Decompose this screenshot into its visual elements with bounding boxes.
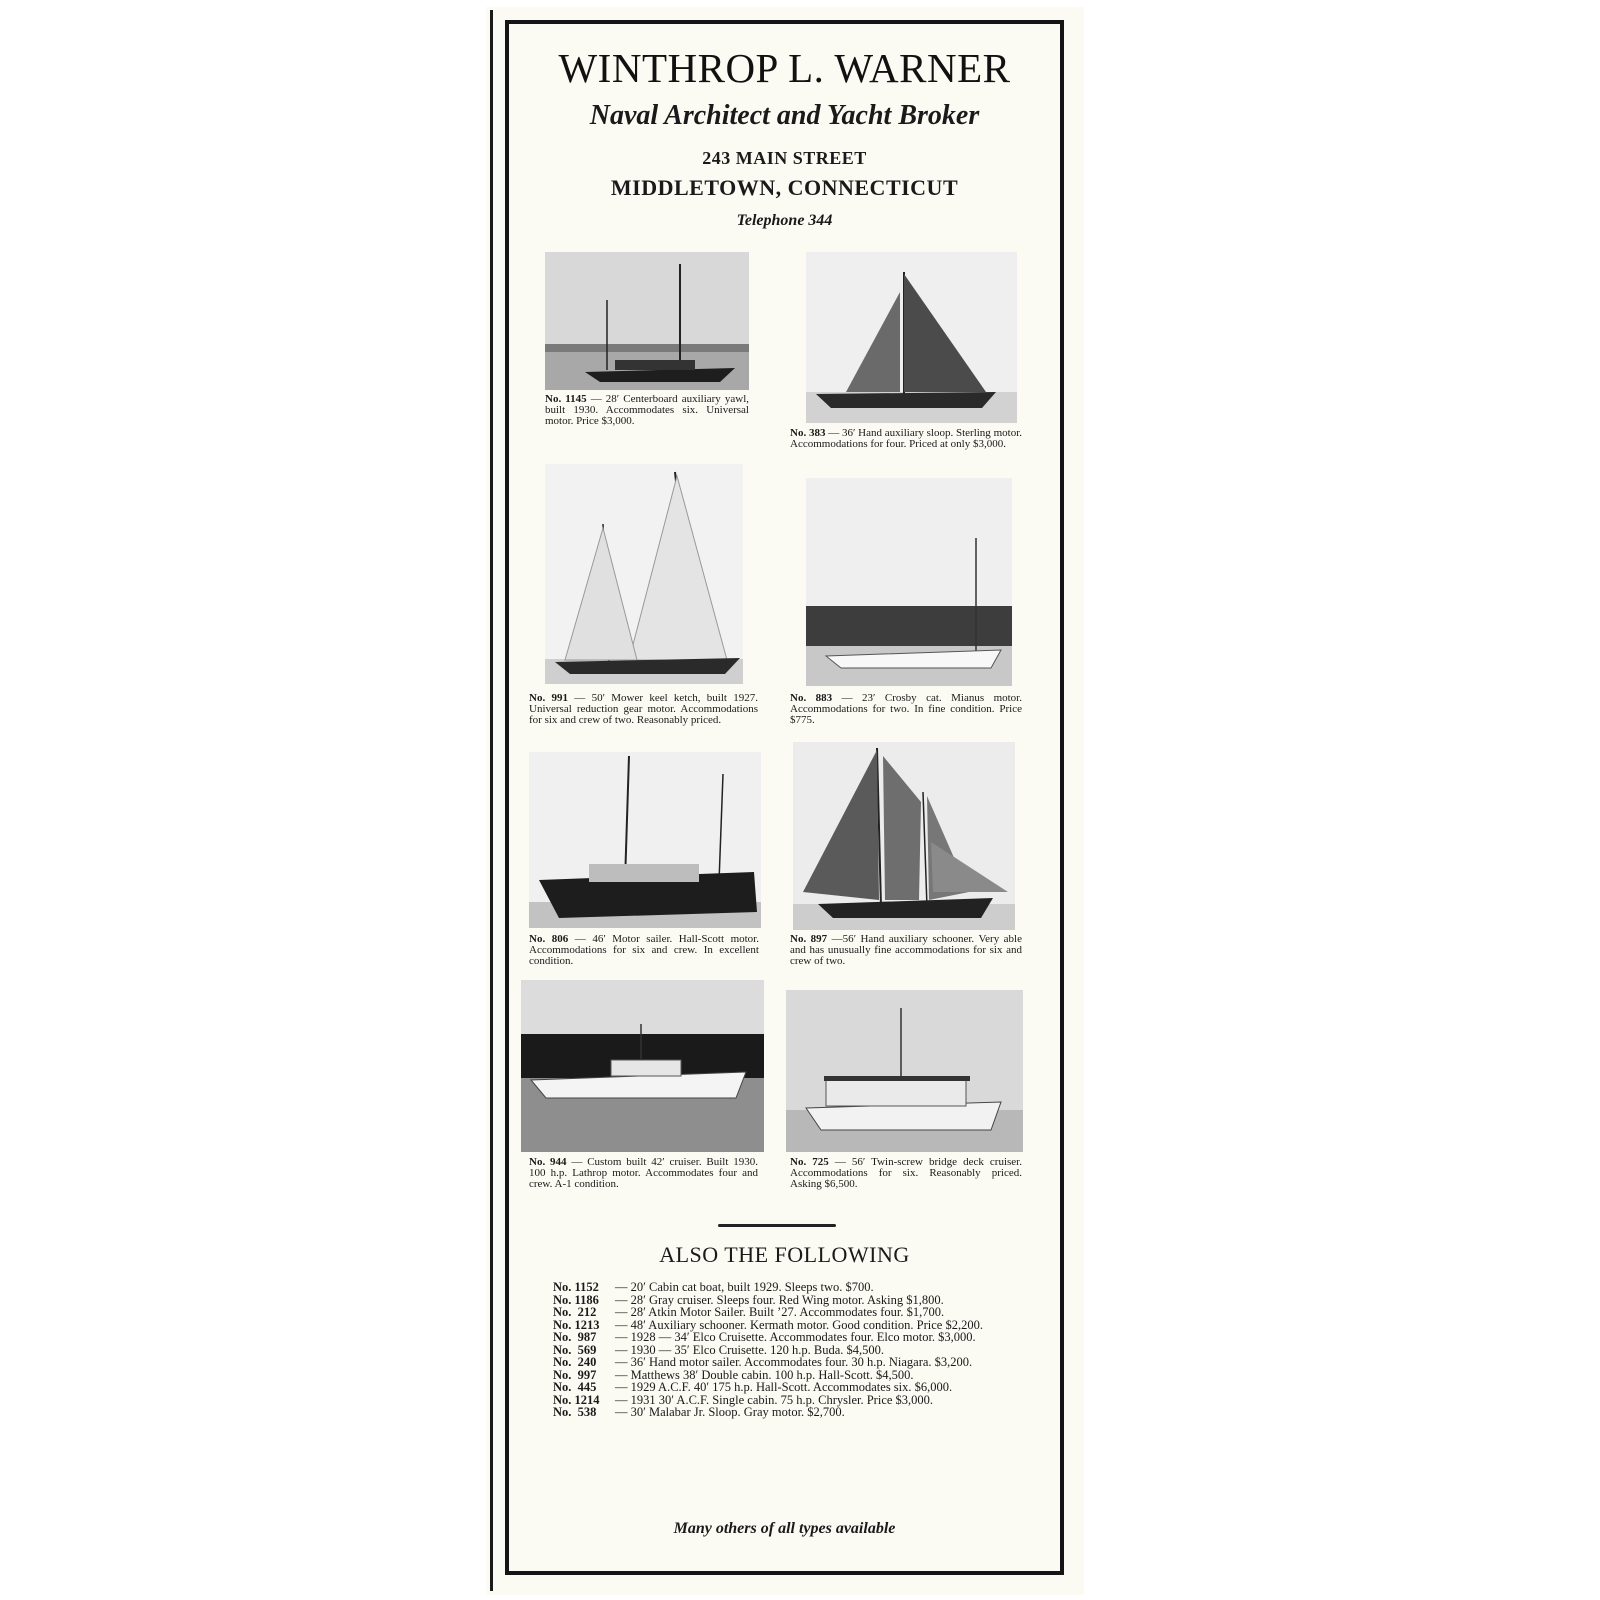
list-item: No. 1186 — 28′ Gray cruiser. Sleeps four. Red Wing motor. Asking $1,800.	[553, 1292, 944, 1307]
sloop-photo	[806, 252, 1017, 423]
also-following-heading: ALSO THE FOLLOWING	[659, 1242, 910, 1267]
list-item: No. 212 — 28′ Atkin Motor Sailer. Built ’27. Accommodates four. $1,700.	[553, 1305, 945, 1319]
listing-caption: No. 383 — 36′ Hand auxiliary sloop. Sterling motor. Accommodations for four. Priced at only $3,000.	[790, 427, 1022, 450]
listing-caption: No. 725 — 56′ Twin-screw bridge deck cruiser. Accommodations for six. Reasonably priced. Asking $6,500.	[790, 1156, 1022, 1190]
list-item: No. 1214 — 1931 30′ A.C.F. Single cabin. 75 h.p. Chrysler. Price $3,000.	[553, 1392, 934, 1407]
listing-caption: No. 897 —56′ Hand auxiliary schooner. Very able and has unusually fine accommodations for six and crew of two.	[790, 933, 1022, 967]
cruiser-photo	[521, 980, 764, 1152]
listing-caption: No. 1145 — 28′ Centerboard auxiliary yawl, built 1930. Accommodates six. Universal motor. Price $3,000.	[545, 393, 749, 427]
motor-sailer-photo	[529, 752, 761, 928]
list-item: No. 997 — Matthews 38′ Double cabin. 100 h.p. Hall-Scott. $4,500.	[553, 1367, 914, 1382]
schooner-photo	[793, 742, 1015, 930]
advertiser-name: WINTHROP L. WARNER	[558, 45, 1011, 91]
footer-note: Many others of all types available	[673, 1520, 896, 1537]
advertiser-tagline: Naval Architect and Yacht Broker	[589, 100, 980, 131]
list-item: No. 1152 — 20′ Cabin cat boat, built 1929. Sleeps two. $700.	[553, 1280, 874, 1294]
bridge-deck-cruiser-photo	[786, 990, 1023, 1152]
listing-caption: No. 991 — 50′ Mower keel ketch, built 1927. Universal reduction gear motor. Accommodations for six and crew of two. Reasonably priced.	[529, 692, 758, 726]
ketch-photo	[545, 464, 743, 684]
list-item: No. 538 — 30′ Malabar Jr. Sloop. Gray motor. $2,700.	[553, 1405, 845, 1419]
additional-listings	[553, 1281, 1025, 1419]
listing-caption: No. 883 — 23′ Crosby cat. Mianus motor. Accommodations for two. In fine condition. Price $775.	[790, 692, 1022, 726]
list-item: No. 1213 — 48′ Auxiliary schooner. Kermath motor. Good condition. Price $2,200.	[553, 1317, 983, 1332]
list-item: No. 569 — 1930 — 35′ Elco Cruisette. 120 h.p. Buda. $4,500.	[553, 1342, 885, 1357]
listing-caption: No. 944 — Custom built 42′ cruiser. Built 1930. 100 h.p. Lathrop motor. Accommodates four and crew. A-1 condition.	[529, 1156, 758, 1190]
city-address: MIDDLETOWN, CONNECTICUT	[610, 175, 959, 200]
section-divider	[718, 1224, 836, 1227]
yawl-photo	[545, 252, 749, 390]
list-item: No. 240 — 36′ Hand motor sailer. Accommodates four. 30 h.p. Niagara. $3,200.	[553, 1355, 973, 1369]
listing-caption: No. 806 — 46′ Motor sailer. Hall-Scott motor. Accommodations for six and crew. In excellent condition.	[529, 933, 759, 967]
catboat-photo	[806, 478, 1012, 686]
telephone: Telephone 344	[736, 212, 833, 229]
list-item: No. 987 — 1928 — 34′ Elco Cruisette. Accommodates four. Elco motor. $3,000.	[553, 1330, 976, 1344]
list-item: No. 445 — 1929 A.C.F. 40′ 175 h.p. Hall-Scott. Accommodates six. $6,000.	[553, 1380, 953, 1394]
street-address: 243 MAIN STREET	[702, 148, 867, 168]
